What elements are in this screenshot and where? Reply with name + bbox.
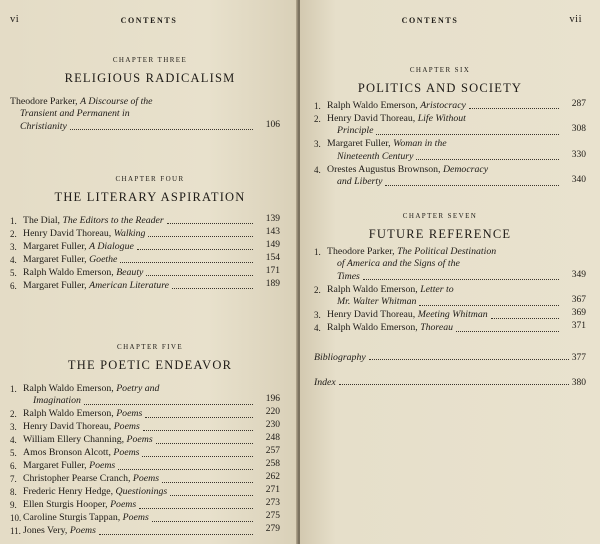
back-matter-entry[interactable] xyxy=(314,377,586,388)
entry-work-title: Poems xyxy=(110,499,137,511)
dot-leader xyxy=(148,236,253,237)
entry-line xyxy=(23,254,256,266)
entry-number: 5. xyxy=(10,268,17,278)
entry-line xyxy=(23,525,256,537)
dot-leader xyxy=(145,417,253,418)
entry-author: Ralph Waldo Emerson, xyxy=(327,283,421,295)
chapter-title: POLITICS AND SOCIETY xyxy=(357,81,523,95)
entry-author: Caroline Sturgis Tappan, xyxy=(23,512,123,524)
entry-number: 2. xyxy=(10,229,17,239)
dot-leader xyxy=(416,159,559,160)
entry-number: 10. xyxy=(10,513,22,524)
entry-author: Amos Bronson Alcott, xyxy=(23,447,114,459)
entry-author: Ralph Waldo Emerson, xyxy=(327,100,421,111)
entry-line xyxy=(327,284,562,296)
entry-work-title: A Dialogue xyxy=(89,241,134,252)
entry-line xyxy=(23,267,256,279)
entry-author: The Dial, xyxy=(23,215,63,226)
entry-work-title: Democracy xyxy=(442,163,489,175)
entry-author: Margaret Fuller, xyxy=(23,241,90,252)
entry-page-number: 262 xyxy=(265,472,280,483)
entry-number: 3. xyxy=(314,139,321,150)
entry-number: 1. xyxy=(10,216,17,226)
dot-leader xyxy=(142,456,253,457)
entry-page-number: 279 xyxy=(265,524,280,535)
dot-leader xyxy=(118,469,253,470)
entry-work-title: Poems xyxy=(113,421,140,433)
entry-page-number: 330 xyxy=(571,149,586,160)
entry-page-number: 139 xyxy=(265,214,280,224)
entry-work-title: Questionings xyxy=(115,486,168,498)
entry-author: William Ellery Channing, xyxy=(23,434,127,446)
entry-author: Theodore Parker, xyxy=(327,246,398,257)
entry-number: 11. xyxy=(10,526,21,537)
entry-work-title: Aristocracy xyxy=(420,100,466,111)
left-folio: vi xyxy=(10,14,20,25)
entry-author: Henry David Thoreau, xyxy=(327,113,418,124)
dot-leader xyxy=(120,262,253,263)
entry-page-number: 196 xyxy=(265,394,280,405)
entry-number: 6. xyxy=(10,461,17,472)
entry-page-number: 287 xyxy=(571,99,586,109)
entry-line xyxy=(327,164,562,176)
entry-line xyxy=(23,473,256,485)
entry-work-title: Poetry and xyxy=(116,383,160,394)
dot-leader xyxy=(162,482,253,483)
entry-number: 9. xyxy=(10,500,17,511)
entry-page-number: 171 xyxy=(265,266,280,276)
back-matter-page: 380 xyxy=(571,378,586,388)
entry-author: Ralph Waldo Emerson, xyxy=(23,383,117,394)
entry-page-number: 189 xyxy=(265,279,280,289)
dot-leader xyxy=(99,534,253,535)
entry-work-title: The Editors to the Reader xyxy=(62,215,164,226)
entry-work-title: Letter to xyxy=(420,283,454,295)
entry-line xyxy=(23,228,256,240)
entry-work-title: Mr. Walter Whitman xyxy=(337,296,417,308)
entry-line xyxy=(327,138,562,150)
entry-page-number: 275 xyxy=(265,511,280,522)
entry-author: Frederic Henry Hedge, xyxy=(23,486,116,498)
right-page xyxy=(300,0,600,544)
chapter-title: RELIGIOUS RADICALISM xyxy=(64,71,236,85)
dot-leader xyxy=(156,443,253,444)
entry-line xyxy=(337,258,562,270)
entry-author: Margaret Fuller, xyxy=(23,460,90,472)
dot-leader xyxy=(456,331,559,332)
entry-author: Jones Very, xyxy=(23,525,70,537)
chapter-title: THE LITERARY ASPIRATION xyxy=(54,190,246,204)
entry-work-title: of America and the Signs of the xyxy=(337,258,460,270)
entry-line xyxy=(23,447,256,459)
dot-leader xyxy=(385,185,559,186)
left-page xyxy=(0,0,298,544)
dot-leader xyxy=(419,305,559,306)
entry-work-title: Beauty xyxy=(116,267,144,278)
dot-leader xyxy=(152,521,253,522)
entry-page-number: 273 xyxy=(265,498,280,509)
right-running-head: CONTENTS xyxy=(401,16,459,25)
chapter-label: CHAPTER FIVE xyxy=(117,343,183,351)
entry-number: 5. xyxy=(10,448,17,459)
dot-leader xyxy=(84,404,253,405)
dot-leader xyxy=(363,279,559,280)
entry-work-title: Poems xyxy=(69,525,96,537)
dot-leader xyxy=(137,249,253,250)
entry-page-number: 308 xyxy=(571,124,586,135)
entry-work-title: Poems xyxy=(126,434,153,446)
entry-work-title: Poems xyxy=(89,460,116,472)
entry-author: Margaret Fuller, xyxy=(23,280,90,291)
entry-author: Ralph Waldo Emerson, xyxy=(327,322,421,334)
entry-number: 4. xyxy=(10,435,17,446)
entry-work-title: Life Without xyxy=(417,113,466,124)
entry-line xyxy=(23,486,256,498)
dot-leader xyxy=(376,134,559,135)
entry-author: Orestes Augustus Brownson, xyxy=(327,163,443,175)
entry-author: Theodore Parker, xyxy=(10,96,81,107)
entry-page-number: 149 xyxy=(265,240,280,250)
entry-number: 3. xyxy=(10,242,17,252)
entry-number: 3. xyxy=(10,422,17,433)
entry-line xyxy=(23,383,256,395)
right-folio: vii xyxy=(569,14,582,25)
entry-line xyxy=(23,215,256,227)
entry-work-title: Poems xyxy=(132,473,160,485)
entry-author: Henry David Thoreau, xyxy=(23,421,114,433)
entry-number: 7. xyxy=(10,474,17,485)
entry-number: 4. xyxy=(10,255,17,265)
chapter-title: THE POETIC ENDEAVOR xyxy=(67,358,233,372)
entry-page-number: 258 xyxy=(265,459,280,470)
entry-work-title: Transient and Permanent in xyxy=(20,108,130,120)
entry-work-title: Walking xyxy=(113,228,146,239)
entry-line xyxy=(327,246,562,258)
entry-page-number: 248 xyxy=(265,433,280,444)
entry-work-title: American Literature xyxy=(89,280,169,291)
entry-line xyxy=(20,121,256,133)
entry-line xyxy=(327,113,562,125)
back-matter-page: 377 xyxy=(571,353,586,363)
left-running-head: CONTENTS xyxy=(120,16,178,25)
entry-page-number: 220 xyxy=(265,407,280,418)
entry-work-title: Principle xyxy=(337,125,374,137)
entry-author: Margaret Fuller, xyxy=(23,254,90,265)
entry-work-title: The Political Destination xyxy=(397,246,497,257)
entry-line xyxy=(337,125,562,137)
entry-number: 2. xyxy=(314,284,321,295)
entry-line xyxy=(23,512,256,524)
entry-line xyxy=(23,434,256,446)
dot-leader xyxy=(170,495,253,496)
entry-work-title: and Liberty xyxy=(337,176,383,188)
entry-page-number: 154 xyxy=(265,253,280,263)
entry-page-number: 349 xyxy=(571,269,586,280)
dot-leader xyxy=(172,288,253,289)
entry-line xyxy=(337,271,562,283)
entry-line xyxy=(337,151,562,163)
entry-line xyxy=(327,100,562,112)
entry-line xyxy=(20,108,256,120)
entry-page-number: 271 xyxy=(265,485,280,496)
entry-work-title: Poems xyxy=(116,408,143,420)
entry-number: 1. xyxy=(10,384,17,394)
entry-work-title: Goethe xyxy=(89,254,118,265)
entry-work-title: Woman in the xyxy=(393,138,447,150)
entry-number: 4. xyxy=(314,323,321,334)
entry-page-number: 143 xyxy=(265,227,280,237)
entry-author: Henry David Thoreau, xyxy=(23,228,114,239)
entry-line xyxy=(33,395,256,407)
entry-number: 2. xyxy=(314,114,321,124)
dot-leader xyxy=(491,318,559,319)
entry-work-title: Christianity xyxy=(20,120,67,132)
entry-line xyxy=(337,296,562,308)
chapter-label: CHAPTER FOUR xyxy=(115,175,185,183)
entry-author: Margaret Fuller, xyxy=(327,138,394,150)
entry-author: Ralph Waldo Emerson, xyxy=(23,267,117,278)
dot-leader xyxy=(167,223,253,224)
entry-number: 1. xyxy=(314,247,321,257)
back-matter-label: Bibliography xyxy=(314,352,366,363)
dot-leader xyxy=(139,508,253,509)
entry-number: 8. xyxy=(10,487,17,498)
entry-author: Henry David Thoreau, xyxy=(327,309,418,321)
entry-work-title: Poems xyxy=(122,512,149,524)
entry-work-title: A Discourse of the xyxy=(80,96,153,107)
dot-leader xyxy=(339,384,569,385)
entry-page-number: 257 xyxy=(265,446,280,457)
entry-page-number: 106 xyxy=(265,119,280,130)
entry-page-number: 340 xyxy=(571,175,586,186)
entry-line xyxy=(23,421,256,433)
entry-number: 1. xyxy=(314,101,321,111)
entry-page-number: 369 xyxy=(571,308,586,319)
entry-work-title: Meeting Whitman xyxy=(417,309,488,321)
dot-leader xyxy=(143,430,253,431)
entry-author: Ellen Sturgis Hooper, xyxy=(23,499,111,511)
entry-line xyxy=(23,280,256,292)
entry-work-title: Poems xyxy=(113,447,140,459)
entry-line xyxy=(337,176,562,188)
entry-work-title: Nineteenth Century xyxy=(337,150,414,162)
entry-page-number: 230 xyxy=(265,420,280,431)
entry-line xyxy=(23,499,256,511)
entry-line xyxy=(327,322,562,334)
chapter-label: CHAPTER SEVEN xyxy=(402,212,478,220)
entry-page-number: 371 xyxy=(571,321,586,332)
back-matter-entry[interactable] xyxy=(314,352,586,363)
entry-work-title: Thoreau xyxy=(420,322,454,334)
entry-number: 2. xyxy=(10,409,17,420)
entry-work-title: Imagination xyxy=(33,395,81,407)
entry-line xyxy=(23,460,256,472)
entry-line xyxy=(23,241,256,253)
entry-number: 3. xyxy=(314,310,321,321)
entry-author: Ralph Waldo Emerson, xyxy=(23,408,117,420)
chapter-label: CHAPTER THREE xyxy=(112,56,188,64)
entry-number: 4. xyxy=(314,164,321,175)
entry-line xyxy=(327,309,562,321)
chapter-label: CHAPTER SIX xyxy=(409,66,471,74)
entry-line xyxy=(23,408,256,420)
entry-author: Christopher Pearse Cranch, xyxy=(23,473,133,485)
entry-page-number: 367 xyxy=(571,295,586,306)
dot-leader xyxy=(469,108,559,109)
dot-leader xyxy=(369,359,569,360)
entry-line xyxy=(10,96,256,108)
dot-leader xyxy=(70,129,253,130)
entry-work-title: Times xyxy=(337,270,360,282)
back-matter-label: Index xyxy=(314,377,336,388)
dot-leader xyxy=(146,275,253,276)
entry-number: 6. xyxy=(10,281,17,291)
chapter-title: FUTURE REFERENCE xyxy=(368,227,512,241)
